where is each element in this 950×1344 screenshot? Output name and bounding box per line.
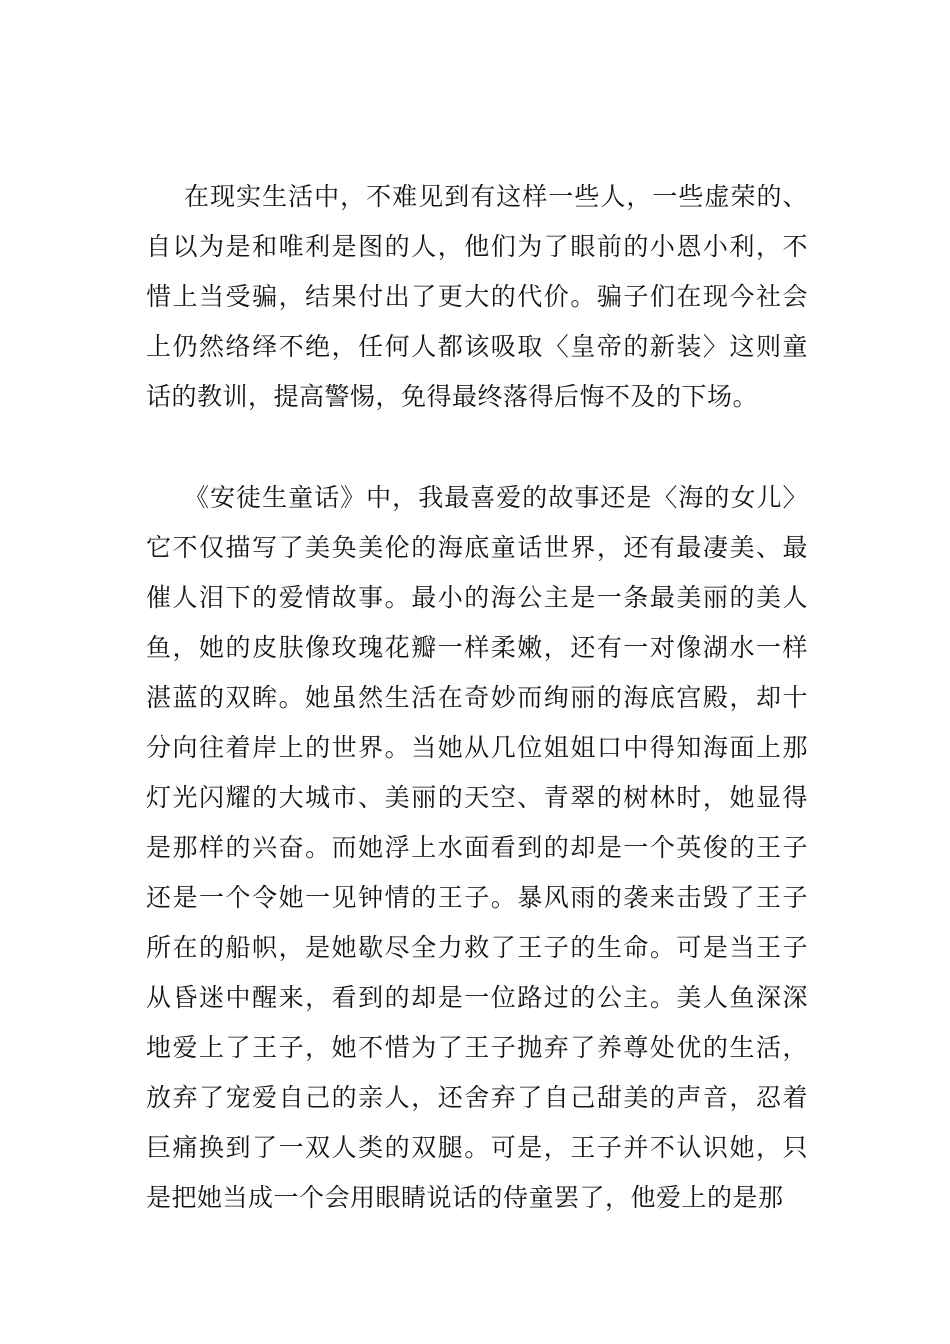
paragraph-little-mermaid: 《安徒生童话》中，我最喜爱的故事还是〈海的女儿〉它不仅描写了美奂美伦的海底童话世界，还有最凄美、最催人泪下的爱情故事。最小的海公主是一条最美丽的美人鱼，她的皮肤像玫瑰花瓣一样柔嫩，还有一对像湖水一样湛蓝的双眸。她虽然生活在奇妙而绚丽的海底宫殿，却十分向往着岸上的世界。当她从几位姐姐口中得知海面上那灯光闪耀的大城市、美丽的天空、青翠的树林时，她显得是那样的兴奋。而她浮上水面看到的却是一个英俊的王子还是一个令她一见钟情的王子。暴风雨的袭来击毁了王子所在的船帜，是她歇尽全力救了王子的生命。可是当王子从昏迷中醒来，看到的却是一位路过的公主。美人鱼深深地爱上了王子，她不惜为了王子抛弃了养尊处优的生活，放弃了宠爱自己的亲人，还舍弃了自己甜美的声音，忍着巨痛换到了一双人类的双腿。可是，王子并不认识她，只是把她当成一个会用眼睛说话的侍童罢了，他爱上的是那 [146, 483, 808, 1212]
paragraph-emperors-new-clothes: 在现实生活中，不难见到有这样一些人，一些虚荣的、自以为是和唯利是图的人，他们为了眼前的小恩小利，不惜上当受骗，结果付出了更大的代价。骗子们在现今社会上仍然络绎不绝，任何人都该吸取〈皇帝的新装〉这则童话的教训，提高警惕，免得最终落得后悔不及的下场。 [146, 182, 808, 411]
